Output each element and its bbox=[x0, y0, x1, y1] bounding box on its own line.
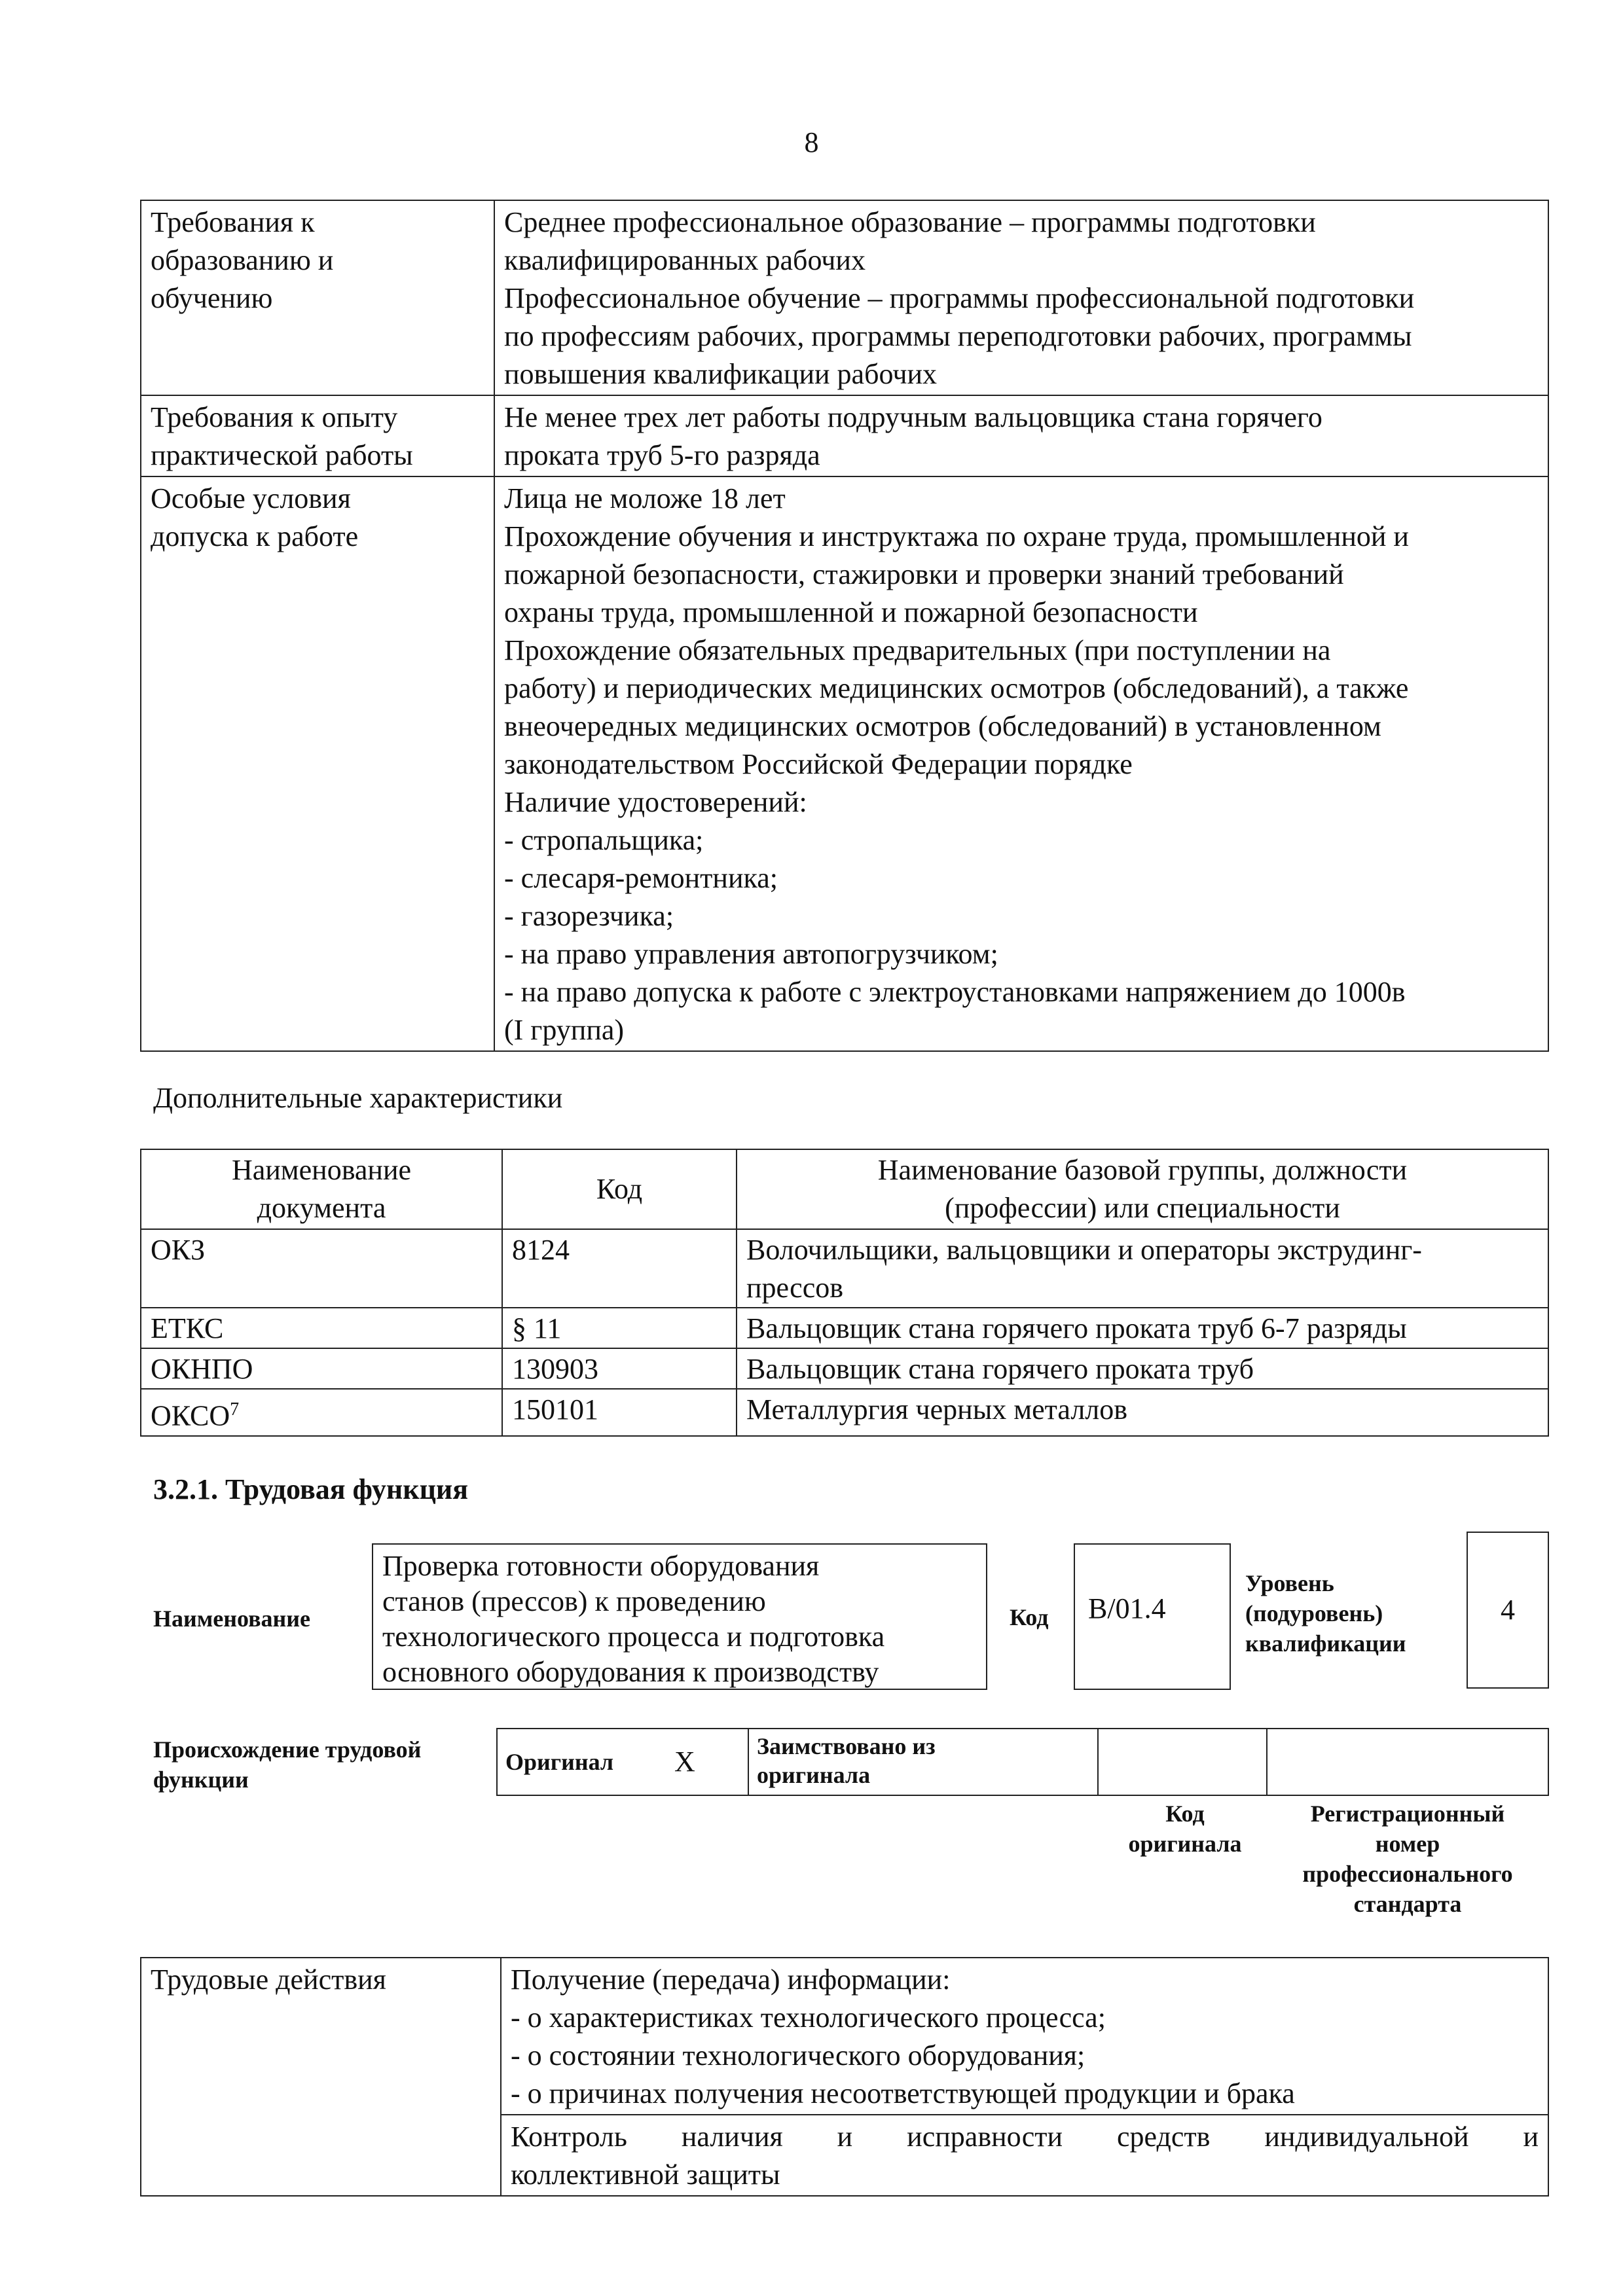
value-line: - газорезчика; bbox=[504, 900, 674, 932]
footnote-mark: 7 bbox=[230, 1399, 240, 1420]
level-label-line: (подуровень) bbox=[1245, 1600, 1383, 1626]
level-label bbox=[1245, 1568, 1406, 1659]
requirement-value bbox=[494, 395, 1548, 476]
doc-text: ОКСО bbox=[151, 1399, 230, 1432]
header-line: Наименование bbox=[231, 1154, 412, 1186]
code-cell: 8124 bbox=[502, 1229, 737, 1308]
registration-number-cell bbox=[1267, 1729, 1548, 1795]
value-line: Лица не моложе 18 лет bbox=[504, 482, 786, 514]
level-label-line: Уровень bbox=[1245, 1570, 1334, 1596]
value-line: (I группа) bbox=[504, 1014, 625, 1046]
name-label: Наименование bbox=[153, 1605, 310, 1632]
function-name-line: основного оборудования к производству bbox=[382, 1656, 879, 1688]
table-row bbox=[141, 395, 1548, 476]
table-row bbox=[141, 1958, 1548, 2115]
code-label: Код bbox=[1010, 1604, 1049, 1630]
additional-characteristics-table bbox=[140, 1149, 1549, 1437]
requirement-value bbox=[494, 200, 1548, 395]
qualification-level-box: 4 bbox=[1467, 1532, 1549, 1689]
labor-action-cell bbox=[501, 1958, 1548, 2115]
borrowed-label bbox=[748, 1729, 1098, 1795]
name-cell bbox=[737, 1389, 1548, 1436]
table-row bbox=[141, 200, 1548, 395]
label-line: образованию и bbox=[151, 244, 334, 276]
doc-cell bbox=[141, 1389, 502, 1436]
origin-table bbox=[496, 1728, 1549, 1796]
column-header-code bbox=[502, 1149, 737, 1229]
name-cell bbox=[737, 1229, 1548, 1308]
value-line: повышения квалификации рабочих bbox=[504, 358, 938, 390]
labor-actions-table bbox=[140, 1957, 1549, 2197]
header-line: (профессии) или специальности bbox=[945, 1192, 1340, 1224]
doc-cell: ЕТКС bbox=[141, 1308, 502, 1348]
labor-action-line: - о характеристиках технологического процесса; bbox=[511, 2001, 1106, 2034]
section-title: 3.2.1. Трудовая функция bbox=[153, 1473, 469, 1505]
table-row bbox=[141, 476, 1548, 1051]
code-cell: § 11 bbox=[502, 1308, 737, 1348]
caption-line: оригинала bbox=[1128, 1831, 1242, 1857]
header-line: документа bbox=[257, 1192, 386, 1224]
table-row bbox=[497, 1729, 1548, 1795]
value-line: Профессиональное обучение – программы профессиональной подготовки bbox=[504, 282, 1415, 314]
name-line: Вальцовщик стана горячего проката труб bbox=[746, 1353, 1254, 1385]
value-line: - на право допуска к работе с электроустановками напряжением до 1000в bbox=[504, 976, 1406, 1008]
requirement-label bbox=[141, 200, 494, 395]
value-line: охраны труда, промышленной и пожарной безопасности bbox=[504, 596, 1198, 628]
original-mark: X bbox=[666, 1729, 748, 1795]
page-number: 8 bbox=[804, 126, 819, 158]
borrowed-label-line: оригинала bbox=[757, 1762, 871, 1788]
function-name-line: станов (прессов) к проведению bbox=[382, 1585, 766, 1617]
labor-action-line: Получение (передача) информации: bbox=[511, 1964, 951, 1996]
value-line: законодательством Российской Федерации порядке bbox=[504, 748, 1133, 780]
value-line: - на право управления автопогрузчиком; bbox=[504, 938, 998, 970]
value-line: по профессиям рабочих, программы переподготовки рабочих, программы bbox=[504, 320, 1412, 352]
origin-label-line: Происхождение трудовой bbox=[153, 1736, 422, 1763]
column-header-document bbox=[141, 1149, 502, 1229]
caption-line: номер bbox=[1375, 1831, 1440, 1857]
value-line: работу) и периодических медицинских осмотров (обследований), а также bbox=[504, 672, 1409, 704]
value-line: внеочередных медицинских осмотров (обследований) в установленном bbox=[504, 710, 1381, 742]
label-line: обучению bbox=[151, 282, 273, 314]
value-line: Не менее трех лет работы подручным вальцовщика стана горячего bbox=[504, 401, 1322, 433]
table-header-row bbox=[141, 1149, 1548, 1229]
doc-cell: ОКНПО bbox=[141, 1348, 502, 1389]
function-name-line: технологического процесса и подготовка bbox=[382, 1621, 885, 1653]
registration-number-caption bbox=[1283, 1799, 1532, 1919]
code-cell: 130903 bbox=[502, 1348, 737, 1389]
labor-action-line: коллективной защиты bbox=[511, 2159, 780, 2191]
label-line: Требования к опыту bbox=[151, 401, 398, 433]
doc-cell: ОКЗ bbox=[141, 1229, 502, 1308]
value-line: Прохождение обязательных предварительных (при поступлении на bbox=[504, 634, 1331, 666]
level-label-line: квалификации bbox=[1245, 1630, 1406, 1657]
original-label: Оригинал bbox=[497, 1729, 666, 1795]
label-line: Особые условия bbox=[151, 482, 351, 514]
code-cell: 150101 bbox=[502, 1389, 737, 1436]
label-line: допуска к работе bbox=[151, 520, 359, 552]
caption-line: профессионального bbox=[1302, 1861, 1513, 1887]
value-line: - слесаря-ремонтника; bbox=[504, 862, 778, 894]
original-code-caption bbox=[1087, 1799, 1283, 1859]
name-line: прессов bbox=[746, 1272, 844, 1304]
requirement-label bbox=[141, 476, 494, 1051]
table-row bbox=[141, 1308, 1548, 1348]
requirement-value bbox=[494, 476, 1548, 1051]
value-line: Прохождение обучения и инструктажа по охране труда, промышленной и bbox=[504, 520, 1409, 552]
label-line: Требования к bbox=[151, 206, 315, 238]
borrowed-label-line: Заимствовано из bbox=[757, 1733, 936, 1759]
value-line: квалифицированных рабочих bbox=[504, 244, 866, 276]
origin-label-line: функции bbox=[153, 1767, 249, 1793]
header-line: Код bbox=[596, 1173, 643, 1205]
requirements-table bbox=[140, 200, 1549, 1052]
requirement-label bbox=[141, 395, 494, 476]
table-row bbox=[141, 1348, 1548, 1389]
function-name-line: Проверка готовности оборудования bbox=[382, 1550, 820, 1582]
function-name-box bbox=[372, 1543, 987, 1690]
labor-action-line: Контроль наличия и исправности средств индивидуальной и bbox=[511, 2121, 1539, 2153]
name-cell bbox=[737, 1308, 1548, 1348]
labor-action-line: - о состоянии технологического оборудования; bbox=[511, 2039, 1085, 2072]
value-line: проката труб 5-го разряда bbox=[504, 439, 820, 471]
value-line: Наличие удостоверений: bbox=[504, 786, 807, 818]
table-row bbox=[141, 1229, 1548, 1308]
origin-label bbox=[153, 1734, 421, 1795]
function-code-box: B/01.4 bbox=[1074, 1543, 1231, 1690]
labor-actions-label: Трудовые действия bbox=[141, 1958, 501, 2196]
table-row bbox=[141, 1389, 1548, 1436]
header-line: Наименование базовой группы, должности bbox=[877, 1154, 1408, 1186]
value-line: пожарной безопасности, стажировки и проверки знаний требований bbox=[504, 558, 1344, 590]
original-code-cell bbox=[1098, 1729, 1267, 1795]
value-line: Среднее профессиональное образование – программы подготовки bbox=[504, 206, 1316, 238]
caption-line: Регистрационный bbox=[1310, 1801, 1505, 1827]
value-line: - стропальщика; bbox=[504, 824, 704, 856]
additional-characteristics-title: Дополнительные характеристики bbox=[153, 1082, 563, 1114]
caption-line: стандарта bbox=[1353, 1891, 1462, 1917]
name-line: Металлургия черных металлов bbox=[746, 1393, 1128, 1426]
name-cell bbox=[737, 1348, 1548, 1389]
name-line: Волочильщики, вальцовщики и операторы экструдинг- bbox=[746, 1234, 1422, 1266]
column-header-name bbox=[737, 1149, 1548, 1229]
label-line: практической работы bbox=[151, 439, 413, 471]
labor-action-cell bbox=[501, 2115, 1548, 2196]
labor-action-line: - о причинах получения несоответствующей продукции и брака bbox=[511, 2077, 1295, 2109]
name-line: Вальцовщик стана горячего проката труб 6-7 разряды bbox=[746, 1312, 1407, 1344]
caption-line: Код bbox=[1165, 1801, 1205, 1827]
